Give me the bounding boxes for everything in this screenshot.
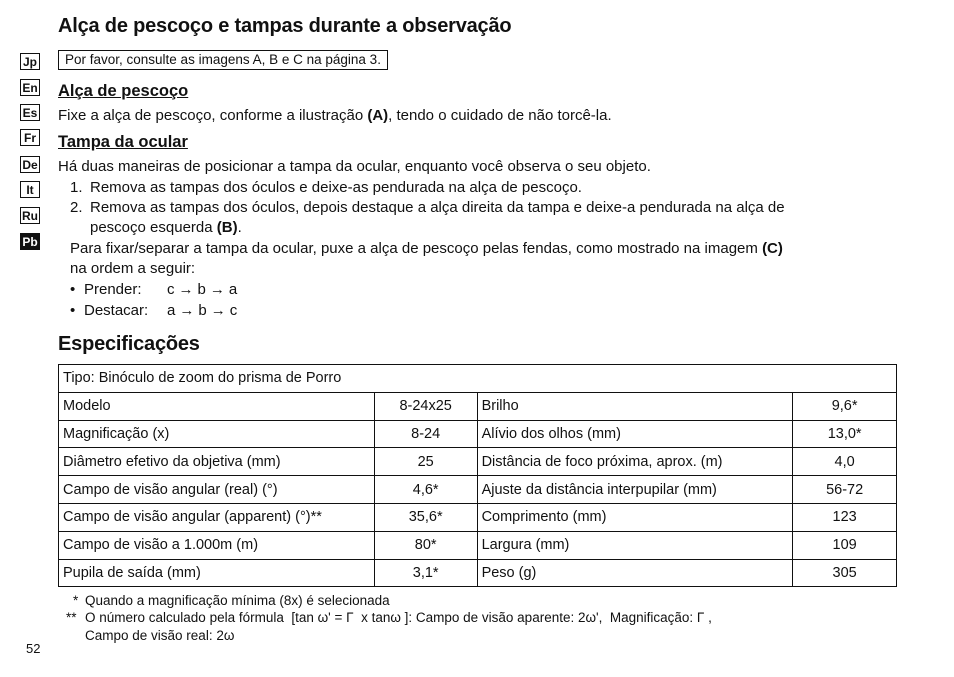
list-item-2-line1: Remova as tampas dos óculos, depois destaque a alça direita da tampa e deixe-a pendurada na alça de <box>90 199 785 216</box>
table-row <box>59 420 897 448</box>
arrow-right-icon: → <box>179 302 195 319</box>
lang-tab-jp[interactable]: Jp <box>20 53 40 70</box>
image-b-ref: (B) <box>216 219 238 236</box>
spec-label: Ajuste da distância interpupilar (mm) <box>477 476 793 504</box>
spec-value: 13,0* <box>793 420 897 448</box>
lang-tab-pb[interactable]: Pb <box>20 233 40 250</box>
spec-label: Magnificação (x) <box>59 420 375 448</box>
bullet: • <box>70 281 76 298</box>
footnote-1: Quando a magnificação mínima (8x) é selecionada <box>85 593 390 608</box>
spec-value: 109 <box>793 531 897 559</box>
table-row <box>59 503 897 531</box>
spec-value: 305 <box>793 559 897 587</box>
footnote-2-line1: O número calculado pela fórmula [tan ω' = Γ x tanω ]: Campo de visão aparente: 2ω', Magnificação: Γ , <box>85 610 712 625</box>
seq-step: b <box>198 302 207 319</box>
page-title: Alça de pescoço e tampas durante a observação <box>58 15 512 37</box>
spec-value: 56-72 <box>793 476 897 504</box>
table-row <box>59 448 897 476</box>
fix-instructions-line2: na ordem a seguir: <box>70 260 196 277</box>
spec-value: 123 <box>793 503 897 531</box>
eyepiece-intro: Há duas maneiras de posicionar a tampa da ocular, enquanto você observa o seu objeto. <box>58 158 651 175</box>
table-row <box>59 531 897 559</box>
spec-label: Alívio dos olhos (mm) <box>477 420 793 448</box>
list-item-1: Remova as tampas dos óculos e deixe-as pendurada na alça de pescoço. <box>90 179 582 196</box>
detach-sequence <box>167 301 237 321</box>
spec-value: 8-24x25 <box>374 392 477 420</box>
neck-strap-text <box>58 106 612 126</box>
lang-tab-fr[interactable]: Fr <box>20 129 40 146</box>
spec-value: 80* <box>374 531 477 559</box>
spec-value: 25 <box>374 448 477 476</box>
neck-strap-text-end: , tendo o cuidado de não torcê-la. <box>388 107 612 124</box>
attach-sequence <box>167 280 237 300</box>
specs-table <box>58 364 897 587</box>
footnote-2-line2: Campo de visão real: 2ω <box>85 628 235 643</box>
spec-value: 9,6* <box>793 392 897 420</box>
seq-step: a <box>167 302 176 319</box>
spec-label: Peso (g) <box>477 559 793 587</box>
spec-label: Diâmetro efetivo da objetiva (mm) <box>59 448 375 476</box>
specs-heading: Especificações <box>58 333 200 355</box>
eyepiece-cap-heading: Tampa da ocular <box>58 133 188 151</box>
footnote-2-mark: ** <box>66 610 77 625</box>
image-c-ref: (C) <box>762 240 783 257</box>
arrow-right-icon: → <box>209 281 225 298</box>
list-item-2-line2 <box>90 218 242 238</box>
spec-label: Largura (mm) <box>477 531 793 559</box>
list-number-1: 1. <box>70 179 83 196</box>
lang-tab-en[interactable]: En <box>20 79 40 96</box>
reference-note: Por favor, consulte as imagens A, B e C na página 3. <box>58 50 388 70</box>
spec-label: Campo de visão angular (real) (°) <box>59 476 375 504</box>
spec-label: Modelo <box>59 392 375 420</box>
detach-label: Destacar: <box>84 302 149 319</box>
page-number: 52 <box>26 641 41 656</box>
spec-value: 4,6* <box>374 476 477 504</box>
spec-label: Campo de visão angular (apparent) (°)** <box>59 503 375 531</box>
table-row <box>59 476 897 504</box>
spec-value: 35,6* <box>374 503 477 531</box>
seq-step: c <box>167 281 175 298</box>
lang-tab-de[interactable]: De <box>20 156 40 173</box>
spec-label: Brilho <box>477 392 793 420</box>
spec-value: 8-24 <box>374 420 477 448</box>
neck-strap-text-start: Fixe a alça de pescoço, conforme a ilustração <box>58 107 368 124</box>
arrow-right-icon: → <box>210 302 226 319</box>
fix-instructions-text: Para fixar/separar a tampa da ocular, puxe a alça de pescoço pelas fendas, como mostrado na imagem <box>70 240 763 257</box>
neck-strap-heading: Alça de pescoço <box>58 82 189 100</box>
table-row <box>59 559 897 587</box>
seq-step: c <box>229 302 238 319</box>
arrow-right-icon: → <box>178 281 194 298</box>
lang-tab-es[interactable]: Es <box>20 104 40 121</box>
footnote-1-mark: * <box>73 593 79 608</box>
seq-step: a <box>228 281 238 298</box>
list-number-2: 2. <box>70 199 83 216</box>
table-row <box>59 392 897 420</box>
spec-label: Campo de visão a 1.000m (m) <box>59 531 375 559</box>
spec-label: Comprimento (mm) <box>477 503 793 531</box>
list-item-2-text: pescoço esquerda <box>90 219 217 236</box>
seq-step: b <box>197 281 206 298</box>
table-row <box>59 365 897 393</box>
spec-value: 3,1* <box>374 559 477 587</box>
spec-type-cell: Tipo: Binóculo de zoom do prisma de Porro <box>59 365 897 393</box>
attach-label: Prender: <box>84 281 142 298</box>
fix-instructions-line1 <box>70 239 783 259</box>
image-a-ref: (A) <box>367 107 389 124</box>
spec-label: Distância de foco próxima, aprox. (m) <box>477 448 793 476</box>
list-item-2-end: . <box>237 219 242 236</box>
lang-tab-ru[interactable]: Ru <box>22 208 38 223</box>
spec-value: 4,0 <box>793 448 897 476</box>
lang-tab-it[interactable]: It <box>20 181 40 198</box>
bullet: • <box>70 302 76 319</box>
spec-label: Pupila de saída (mm) <box>59 559 375 587</box>
